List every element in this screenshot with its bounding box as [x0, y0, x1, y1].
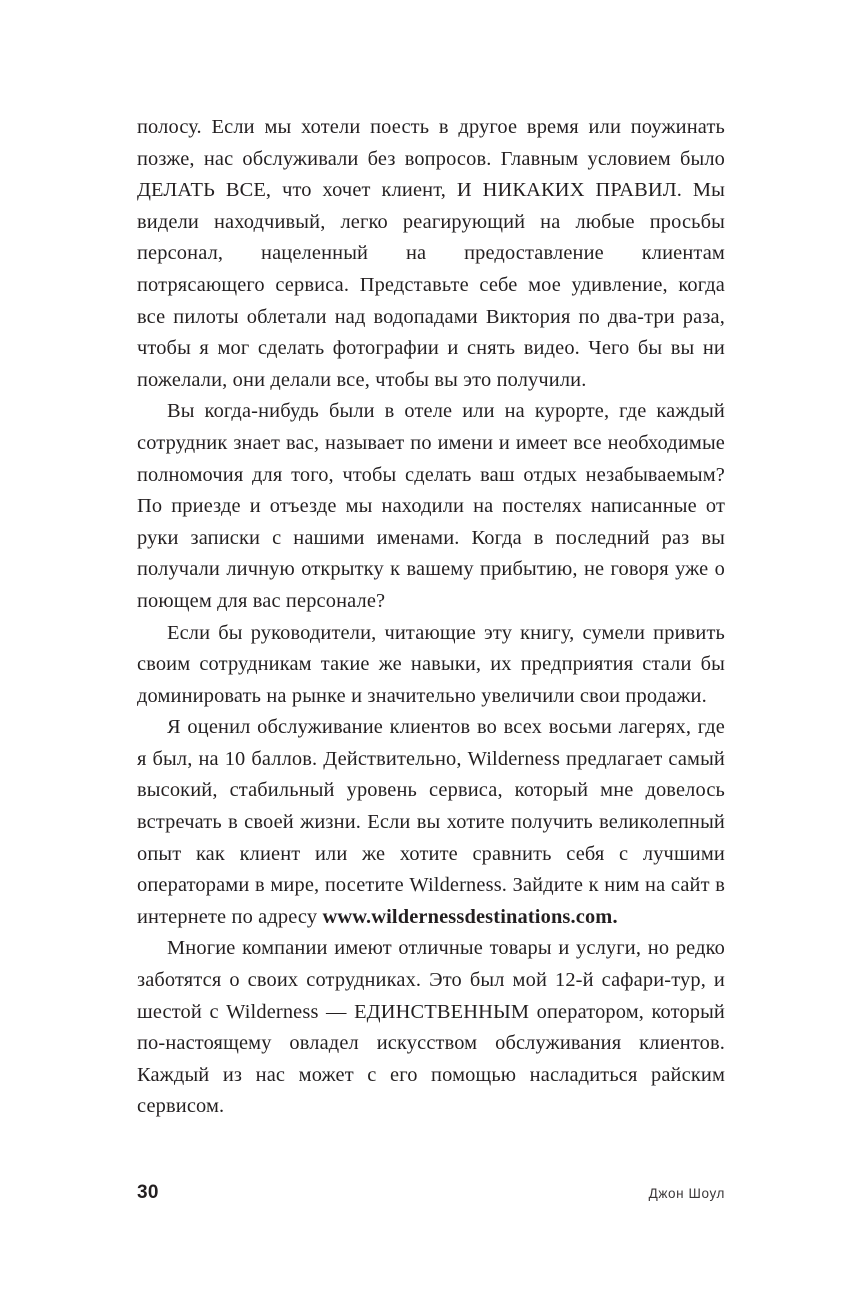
paragraph-2: Вы когда-нибудь были в отеле или на курорте, где каждый сотрудник знает вас, называет по имени и имеет все необходимые полномочия для того, чтобы сделать ваш отдых незабываемым? По приезде и отъезде мы находили на постелях написанные от руки записки с нашими именами. Когда в последний раз вы получали личную открытку к вашему прибытию, не говоря уже о поющем для вас персонале? [137, 400, 725, 612]
body-text-column [137, 112, 725, 1123]
website-url: www.wildernessdestinations.com. [322, 905, 618, 928]
running-title: Джон Шоул [648, 1186, 725, 1201]
paragraph-1: полосу. Если мы хотели поесть в другое время или поужинать позже, нас обслуживали без вопросов. Главным условием было ДЕЛАТЬ ВСЕ, что хочет клиент, И НИКАКИХ ПРАВИЛ. Мы видели находчивый, легко реагирующий на любые просьбы персонал, нацеленный на предоставление клиентам потрясающего сервиса. Представьте себе мое удивление, когда все пилоты облетали над водопадами Виктория по два-три раза, чтобы я мог сделать фотографии и снять видео. Чего бы вы ни пожелали, они делали все, чтобы вы это получили. [137, 116, 725, 391]
page-footer [137, 1182, 725, 1204]
paragraph-3: Если бы руководители, читающие эту книгу, сумели привить своим сотрудникам такие же навыки, их предприятия стали бы доминировать на рынке и значительно увеличили свои продажи. [137, 621, 725, 707]
paragraph-4-text: Я оценил обслуживание клиентов во всех восьми лагерях, где я был, на 10 баллов. Действительно, Wilderness предлагает самый высокий, стабильный уровень сервиса, который мне довелось встречать в своей жизни. Если вы хотите получить великолепный опыт как клиент или же хотите сравнить себя с лучшими операторами в мире, посетите Wilderness. Зайдите к ним на сайт в интернете по адресу [137, 716, 725, 928]
paragraph-4-with-website [137, 712, 725, 933]
paragraph-5: Многие компании имеют отличные товары и услуги, но редко заботятся о своих сотрудниках. Это был мой 12-й сафари-тур, и шестой с Wilderness — ЕДИНСТВЕННЫМ оператором, который по-настоящему овладел искусством обслуживания клиентов. Каждый из нас может с его помощью насладиться райским сервисом. [137, 937, 725, 1118]
page-number: 30 [137, 1182, 159, 1203]
